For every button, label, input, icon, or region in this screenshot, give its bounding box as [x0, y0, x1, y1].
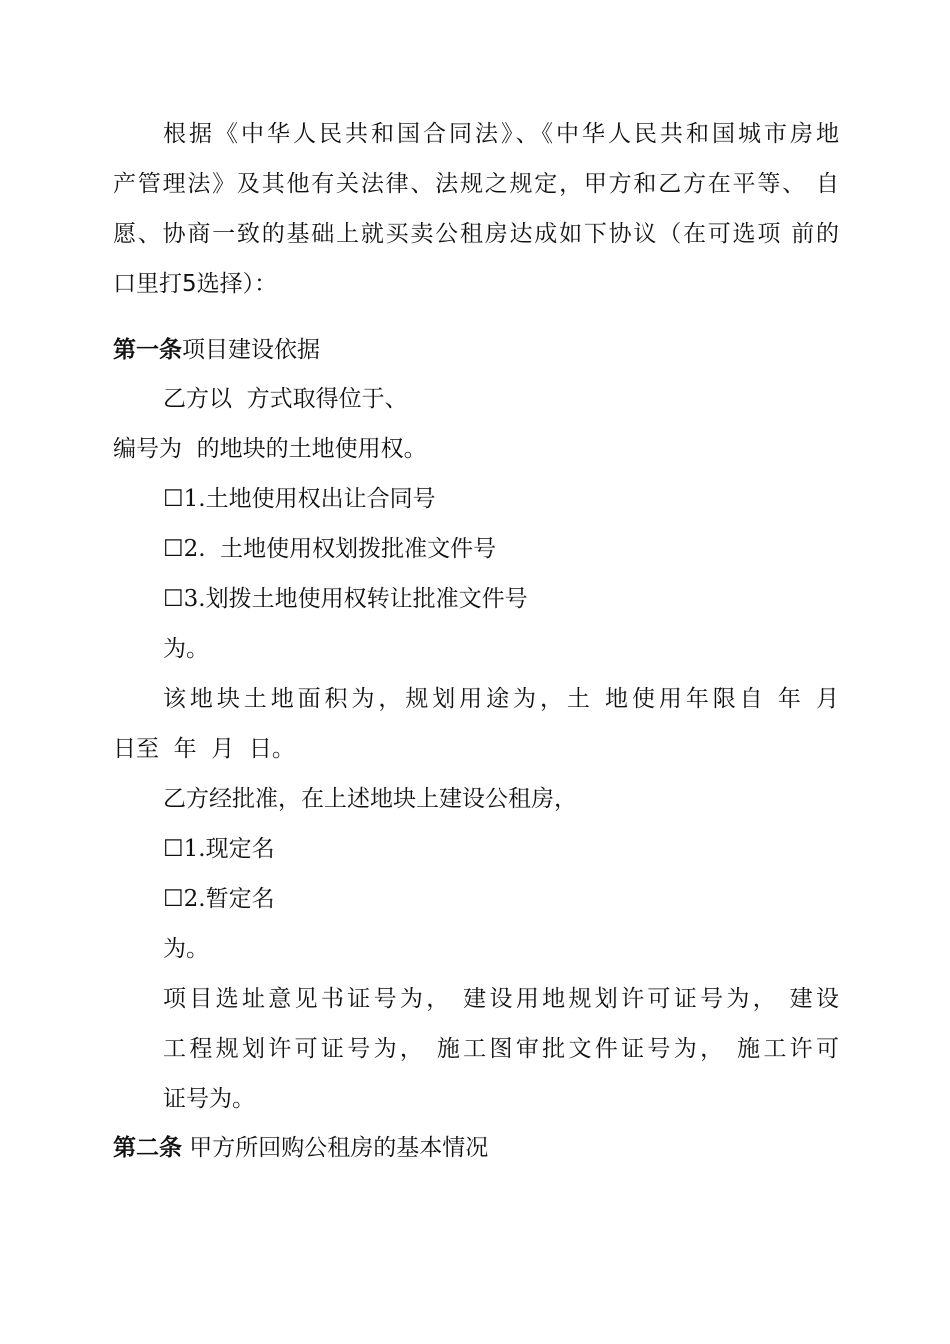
article-1-paragraph-2: 编号为 的地块的土地使用权。	[113, 436, 427, 462]
name-option-suffix: 为。	[163, 936, 209, 962]
preamble-line-4-end: 选择）：	[196, 271, 278, 297]
land-option-2: ☐2. 土地使用权划拨批准文件号	[163, 536, 497, 562]
preamble-line-4	[113, 269, 277, 299]
permit-line-1: 项目选址意见书证号为， 建设用地规划许可证号为， 建设	[163, 986, 839, 1012]
check-mark-symbol: 5	[182, 271, 197, 297]
article-2-title: 甲方所回购公租房的基本情况	[182, 1135, 489, 1161]
preamble-line-1: 根据《中华人民共和国合同法》、《中华人民共和国城市房地	[163, 121, 839, 147]
permit-line-3: 证号为。	[163, 1086, 255, 1112]
article-1-paragraph-1: 乙方以 方式取得位于、	[163, 386, 408, 412]
preamble-line-2: 产管理法》及其他有关法律、法规之规定，甲方和乙方在平等、 自	[113, 171, 839, 197]
article-1-title: 项目建设依据	[182, 337, 320, 363]
article-2-label: 第二条	[113, 1135, 182, 1161]
land-option-3: ☐3.划拨土地使用权转让批准文件号	[163, 586, 528, 612]
build-paragraph: 乙方经批准，在上述地块上建设公租房，	[163, 786, 577, 812]
name-option-2: ☐2.暂定名	[163, 886, 275, 912]
preamble-line-3: 愿、协商一致的基础上就买卖公租房达成如下协议（在可选项 前的	[113, 221, 839, 247]
permit-line-2: 工程规划许可证号为， 施工图审批文件证号为， 施工许可	[163, 1036, 839, 1062]
name-option-1: ☐1.现定名	[163, 836, 275, 862]
land-option-suffix: 为。	[163, 636, 209, 662]
article-1-label: 第一条	[113, 337, 182, 363]
land-option-1: ☐1.土地使用权出让合同号	[163, 486, 436, 512]
land-area-line-1: 该地块土地面积为，规划用途为，土 地使用年限自 年 月	[163, 686, 839, 712]
article-1-heading	[113, 335, 320, 365]
preamble-line-4-start: 口里打	[113, 271, 182, 297]
land-area-line-2: 日至 年 月 日。	[113, 736, 295, 762]
article-2-heading	[113, 1133, 488, 1163]
